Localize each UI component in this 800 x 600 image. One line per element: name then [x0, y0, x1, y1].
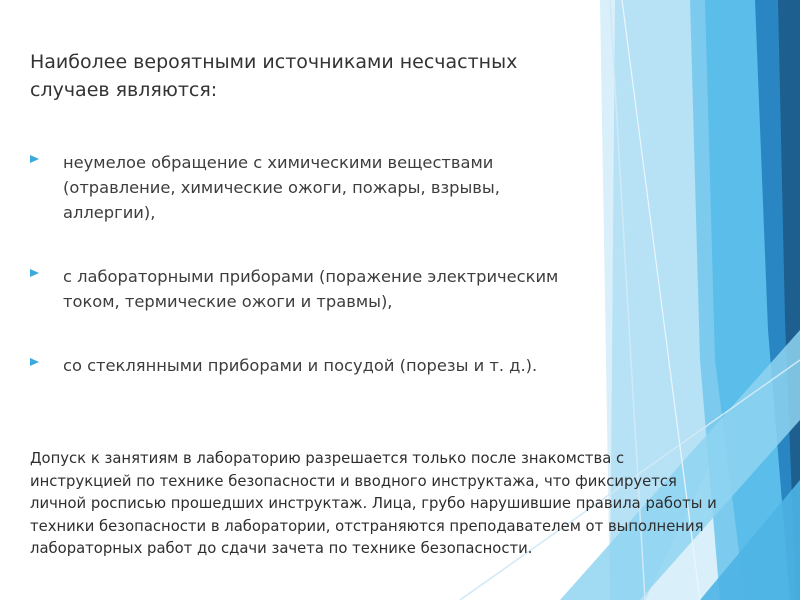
bullet-text: неумелое обращение с химическими веществами (отравление, химические ожоги, пожары, взрывы, аллергии),	[63, 153, 500, 222]
slide-title: Наиболее вероятными источниками несчастных случаев являются:	[30, 51, 518, 101]
bullet-text: с лабораторными приборами (поражение электрическим током, термические ожоги и травмы),	[63, 267, 559, 311]
bullet-arrow-icon	[30, 269, 39, 277]
admission-note: Допуск к занятиям в лабораторию разрешается только после знакомства с инструкцией по технике безопасности и вводного инструктажа, что фиксируется личной росписью прошедших инструктаж. Лица, грубо нарушившие правила работы и техники безопасности в лаборатории, отстраняются преподавателем от выполнения лабораторных работ до сдачи зачета по технике безопасности.	[30, 450, 717, 558]
list-item	[30, 353, 560, 378]
list-item	[30, 264, 560, 314]
bullet-list	[30, 150, 560, 378]
list-item	[30, 150, 560, 225]
bullet-text: со стеклянными приборами и посудой (порезы и т. д.).	[63, 356, 538, 375]
bullet-arrow-icon	[30, 358, 39, 366]
bullet-arrow-icon	[30, 155, 39, 163]
